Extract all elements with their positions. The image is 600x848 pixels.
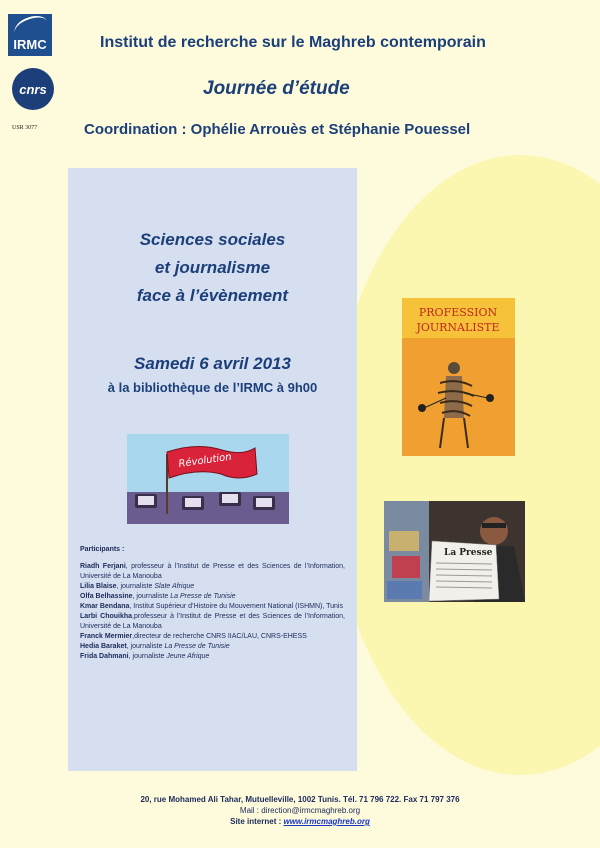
coordination-line: Coordination : Ophélie Arrouès et Stéphanie Pouessel [84,121,471,138]
footer-site-label: Site internet : [230,817,284,826]
flag-text: Révolution [177,451,233,470]
newspaper-masthead: La Presse [444,548,493,558]
event-title-line: Sciences sociales [139,230,286,249]
event-date: Samedi 6 avril 2013 [134,354,291,373]
irmc-logo [8,14,52,56]
poster-line2: JOURNALISTE [416,321,500,334]
participant-name: Hedia Baraket [80,643,127,650]
participant-item [80,592,345,602]
participant-desc: , professeur à l’Institut de Presse et des Sciences de l’Information, Université de La Manouba [80,563,345,580]
participant-publication: La Presse de Tunisie [164,643,230,650]
revolution-illustration [127,434,289,524]
cnrs-logo [12,68,54,110]
participant-item [80,602,345,612]
event-title-line: et journalisme [154,258,271,277]
footer [0,794,600,827]
poster-line1: PROFESSION [418,306,498,319]
footer-site [0,816,600,827]
footer-mail: Mail : direction@irmcmaghreb.org [239,806,361,815]
footer-address: 20, rue Mohamed Ali Tahar, Mutuelleville, 1002 Tunis. Tél. 71 796 722. Fax 71 797 376 [140,795,460,804]
event-venue: à la bibliothèque de l’IRMC à 9h00 [107,380,318,395]
participant-item [80,652,345,662]
participant-desc: , journaliste [116,583,155,590]
newspaper-reader-photo [384,501,525,602]
institute-title: Institut de recherche sur le Maghreb contemporain [100,34,486,51]
participant-name: Franck Mermier [80,633,133,640]
participant-item [80,612,345,632]
participant-name: Lilia Blaise [80,583,117,590]
event-type-title: Journée d’étude [203,78,350,99]
event-title [68,226,357,310]
usr-label: USR 3077 [12,125,38,131]
website-link[interactable]: www.irmcmaghreb.org [283,817,370,826]
participant-publication: La Presse de Tunisie [170,593,236,600]
participant-publication: Slate Afrique [154,583,195,590]
background-oval [330,155,600,775]
participant-desc: , journaliste [132,593,171,600]
participant-desc: ,professeur à l’Institut de Presse et des Sciences de l’Information, Université de La Manouba [80,613,345,630]
participant-item [80,642,345,652]
participant-publication: Jeune Afrique [166,653,210,660]
participant-desc: ,directeur de recherche CNRS IIAC/LAU, CNRS-EHESS [132,633,307,640]
participant-name: Olfa Belhassine [80,593,133,600]
participant-item [80,582,345,592]
participants-section [80,545,345,662]
participant-desc: , journaliste [126,643,165,650]
participant-name: Kmar Bendana [80,603,130,610]
irmc-logo-text: IRMC [13,37,47,52]
cnrs-logo-text: cnrs [19,81,47,97]
participant-desc: , Institut Supérieur d’Histoire du Mouvement National (ISHMN), Tunis [129,603,343,610]
participants-heading: Participants : [80,546,125,553]
participant-item [80,632,345,642]
event-title-line: face à l’évènement [136,286,289,305]
profession-journaliste-poster [402,298,515,456]
participant-item [80,562,345,582]
participant-name: Larbi Chouikha [80,613,133,620]
participant-name: Frida Dahmani [80,653,129,660]
participant-desc: , journaliste [128,653,167,660]
participant-name: Riadh Ferjani [80,563,126,570]
